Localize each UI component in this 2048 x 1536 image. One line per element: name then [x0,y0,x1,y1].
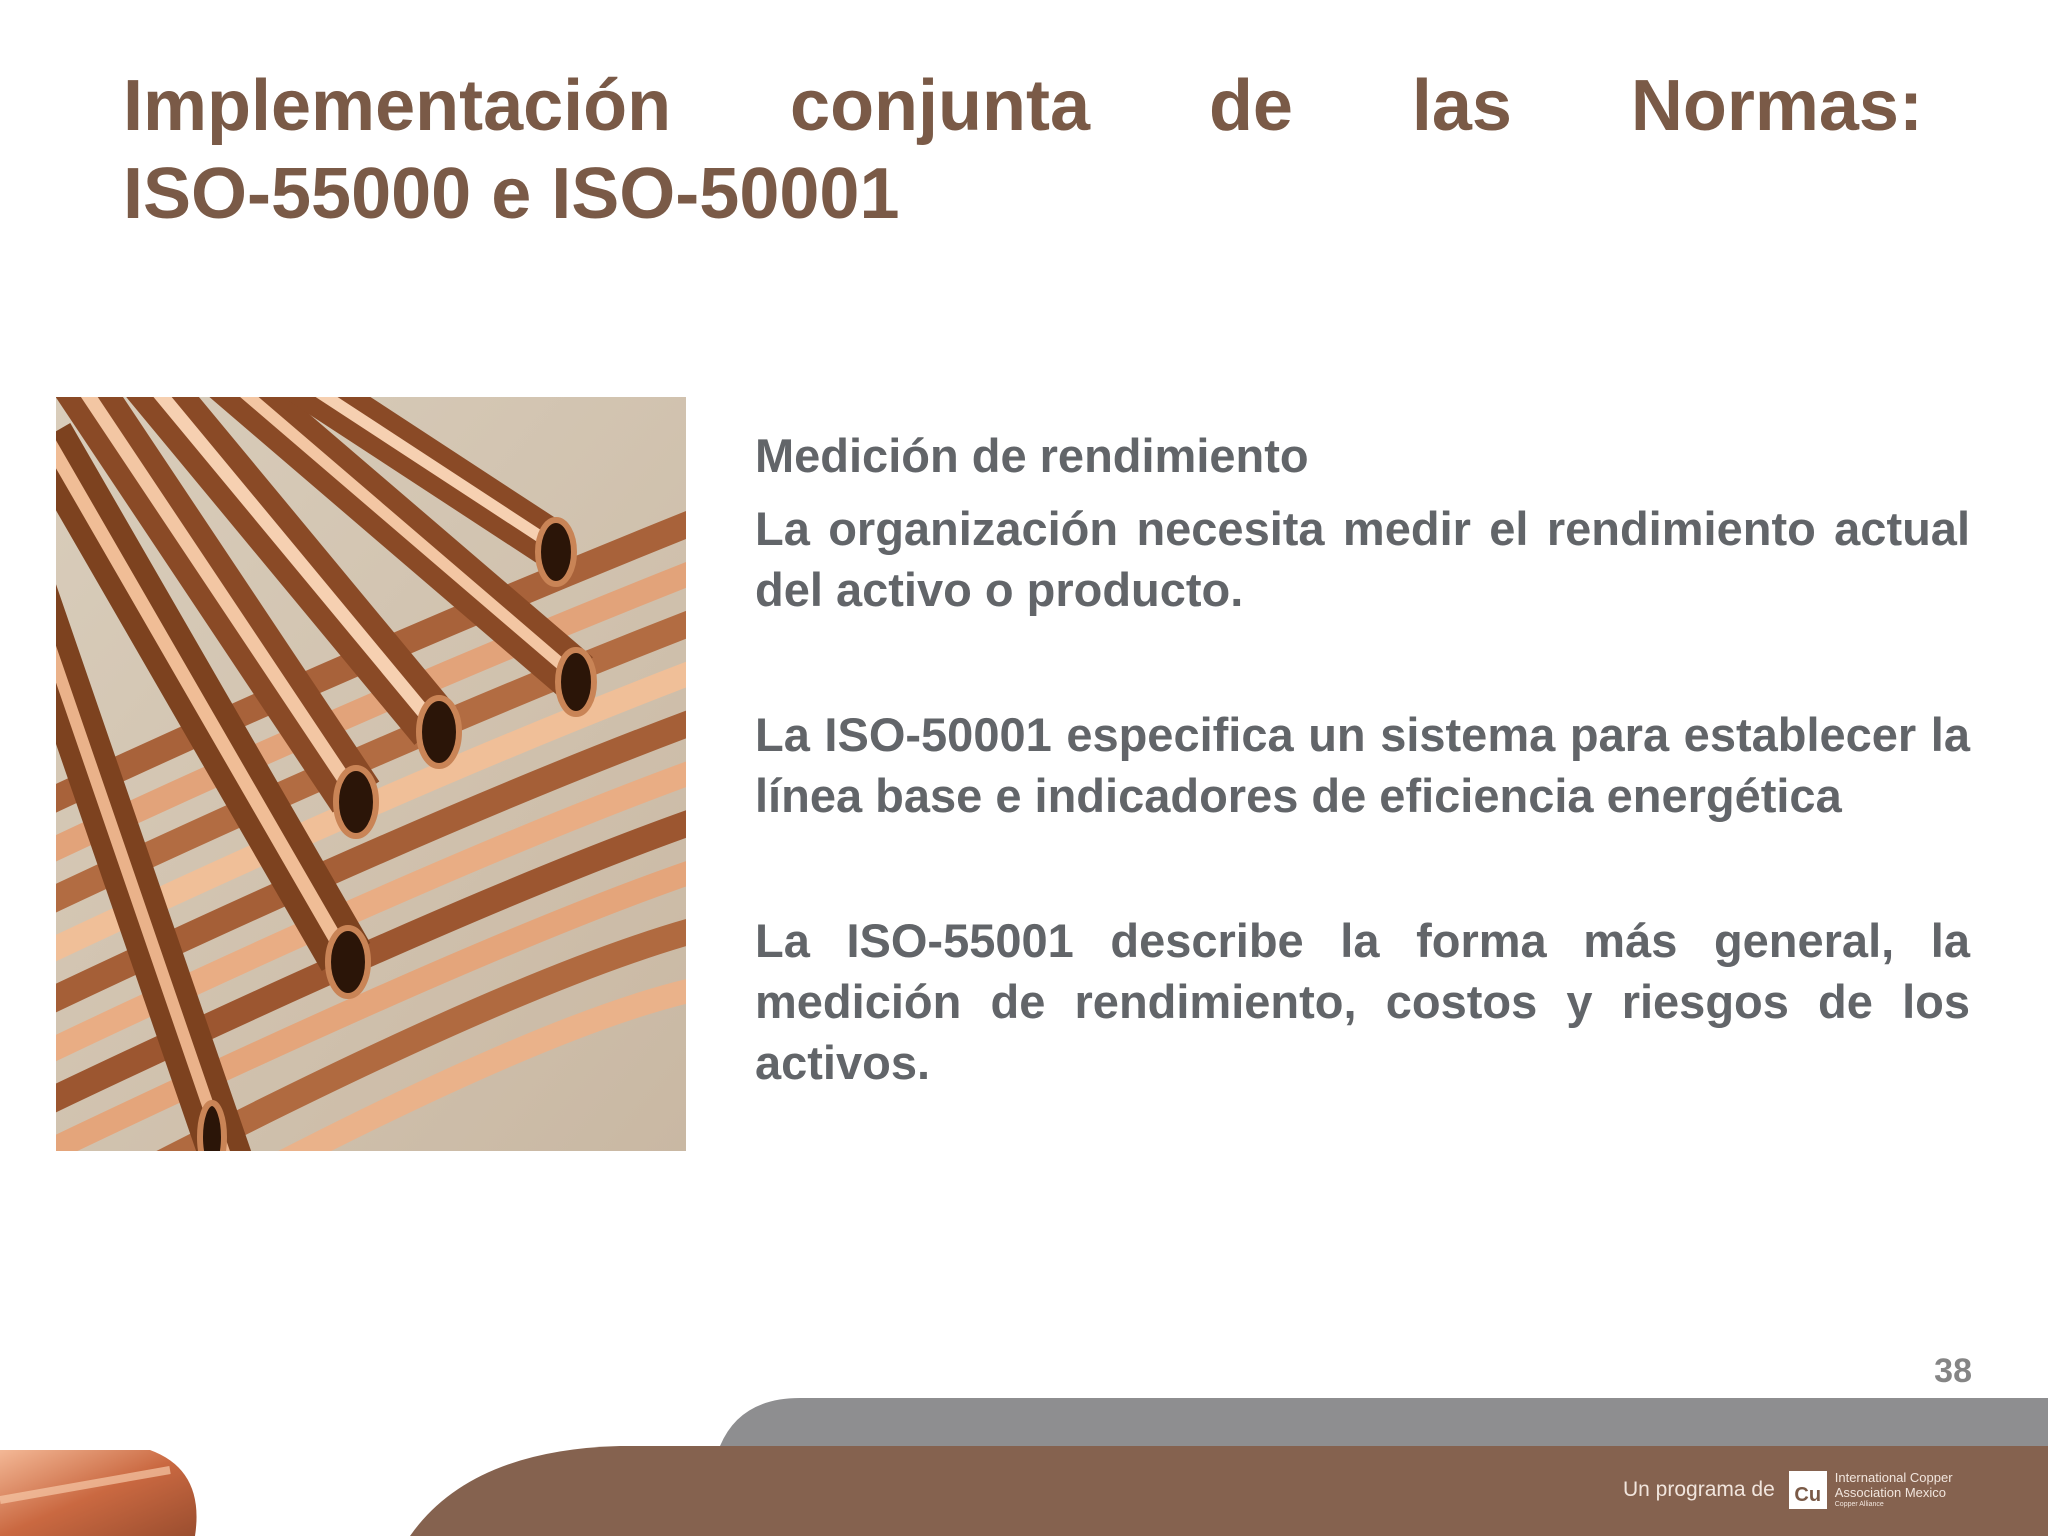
org-line: Copper Alliance [1834,1501,1884,1508]
title-word: las [1411,66,1512,146]
title-word: de [1208,66,1293,146]
section-heading: Medición de rendimiento [755,429,1309,482]
slide-title [123,62,1923,238]
paragraph: La ISO-50001 especifica un sistema para establecer la línea base e indicadores de eficiencia energética [755,708,1970,822]
title-word: conjunta [790,66,1091,146]
paragraph: La ISO-55001 describe la forma más general, la medición de rendimiento, costos y riesgos de los activos. [755,914,1970,1089]
footer-band [0,1390,2048,1536]
paragraph: La organización necesita medir el rendimiento actual del activo o producto. [755,502,1970,616]
footer-brand [1623,1470,1953,1510]
org-name [1835,1470,1953,1510]
cu-logo-icon: Cu [1789,1471,1827,1509]
title-line-2: ISO-55000 e ISO-50001 [123,154,900,234]
page-number: 38 [1934,1352,1972,1390]
body-content [755,425,1970,1177]
title-word: Implementación [123,66,672,146]
org-line: International Copper [1834,1470,1953,1485]
title-line-1 [123,62,1923,150]
org-line: Association Mexico [1834,1485,1947,1500]
title-word: Normas: [1630,66,1923,146]
copper-pipes-photo [56,397,686,1151]
program-label: Un programa de [1623,1478,1775,1501]
